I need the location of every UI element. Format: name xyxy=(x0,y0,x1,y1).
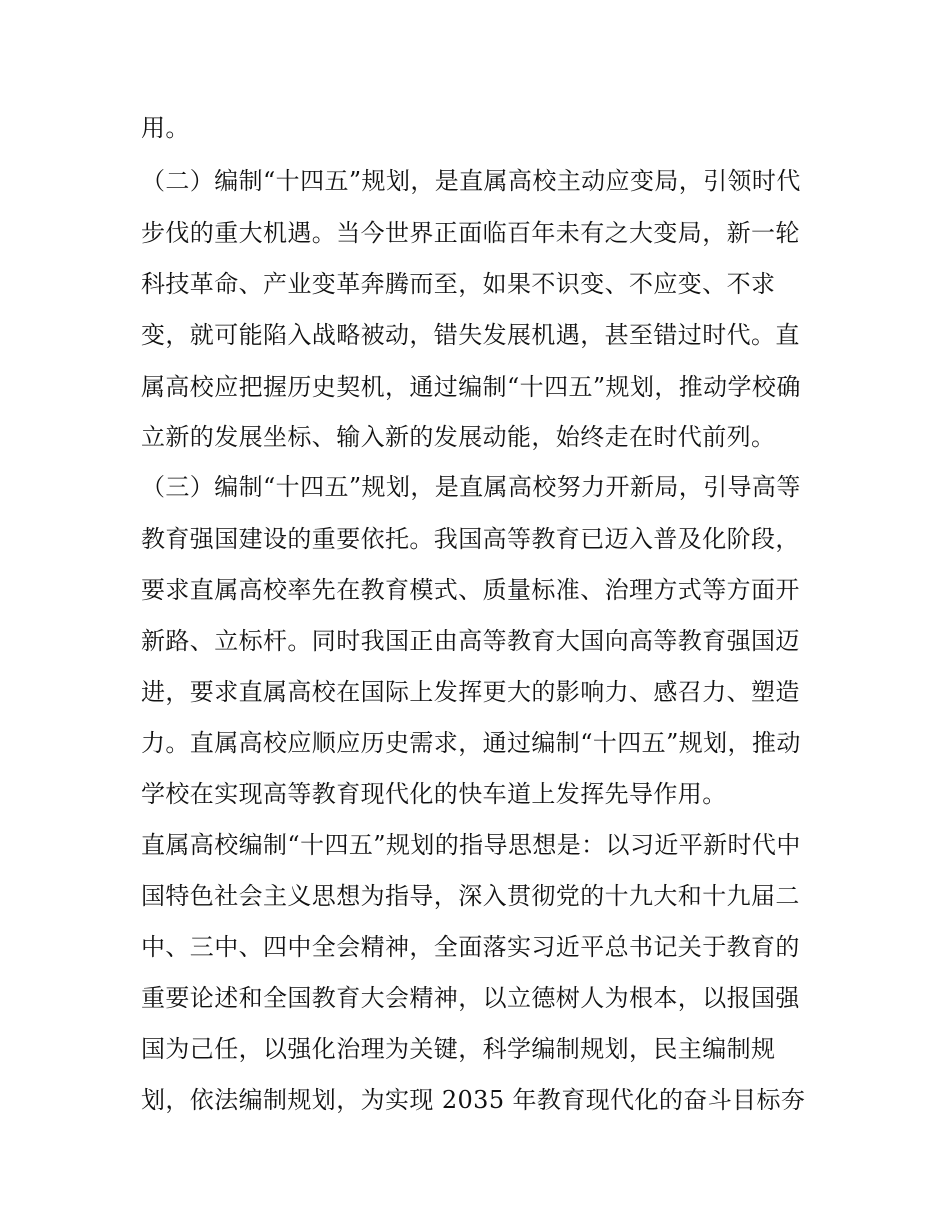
text-line: 用。 xyxy=(141,114,190,142)
text-line: 重要论述和全国教育大会精神，以立德树人为根本，以报国强 xyxy=(141,984,800,1012)
text-line: 变，就可能陷入战略被动，错失发展机遇，甚至错过时代。直 xyxy=(141,321,800,349)
text-line: 要求直属高校率先在教育模式、质量标准、治理方式等方面开 xyxy=(141,576,800,604)
text-line: 划，依法编制规划，为实现 2035 年教育现代化的奋斗目标夯 xyxy=(141,1086,806,1114)
text-line: 属高校应把握历史契机，通过编制“十四五”规划，推动学校确 xyxy=(141,373,801,401)
text-line: 进，要求直属高校在国际上发挥更大的影响力、感召力、塑造 xyxy=(141,678,800,706)
text-line: 步伐的重大机遇。当今世界正面临百年未有之大变局，新一轮 xyxy=(141,219,800,247)
text-line: （三）编制“十四五”规划，是直属高校努力开新局，引导高等 xyxy=(141,473,801,501)
text-line: 力。直属高校应顺应历史需求，通过编制“十四五”规划，推动 xyxy=(141,729,801,757)
text-line: 立新的发展坐标、输入新的发展动能，始终走在时代前列。 xyxy=(141,423,776,451)
text-line: （二）编制“十四五”规划，是直属高校主动应变局，引领时代 xyxy=(141,167,801,195)
text-line: 新路、立标杆。同时我国正由高等教育大国向高等教育强国迈 xyxy=(141,627,800,655)
text-line: 中、三中、四中全会精神，全面落实习近平总书记关于教育的 xyxy=(141,933,800,961)
text-line: 学校在实现高等教育现代化的快车道上发挥先导作用。 xyxy=(141,780,727,808)
text-line: 国为己任，以强化治理为关键，科学编制规划，民主编制规 xyxy=(141,1035,776,1063)
text-line: 教育强国建设的重要依托。我国高等教育已迈入普及化阶段， xyxy=(141,525,800,553)
text-line: 科技革命、产业变革奔腾而至，如果不识变、不应变、不求 xyxy=(141,270,776,298)
text-line: 国特色社会主义思想为指导，深入贯彻党的十九大和十九届二 xyxy=(141,882,800,910)
text-line: 直属高校编制“十四五”规划的指导思想是：以习近平新时代中 xyxy=(141,831,801,859)
